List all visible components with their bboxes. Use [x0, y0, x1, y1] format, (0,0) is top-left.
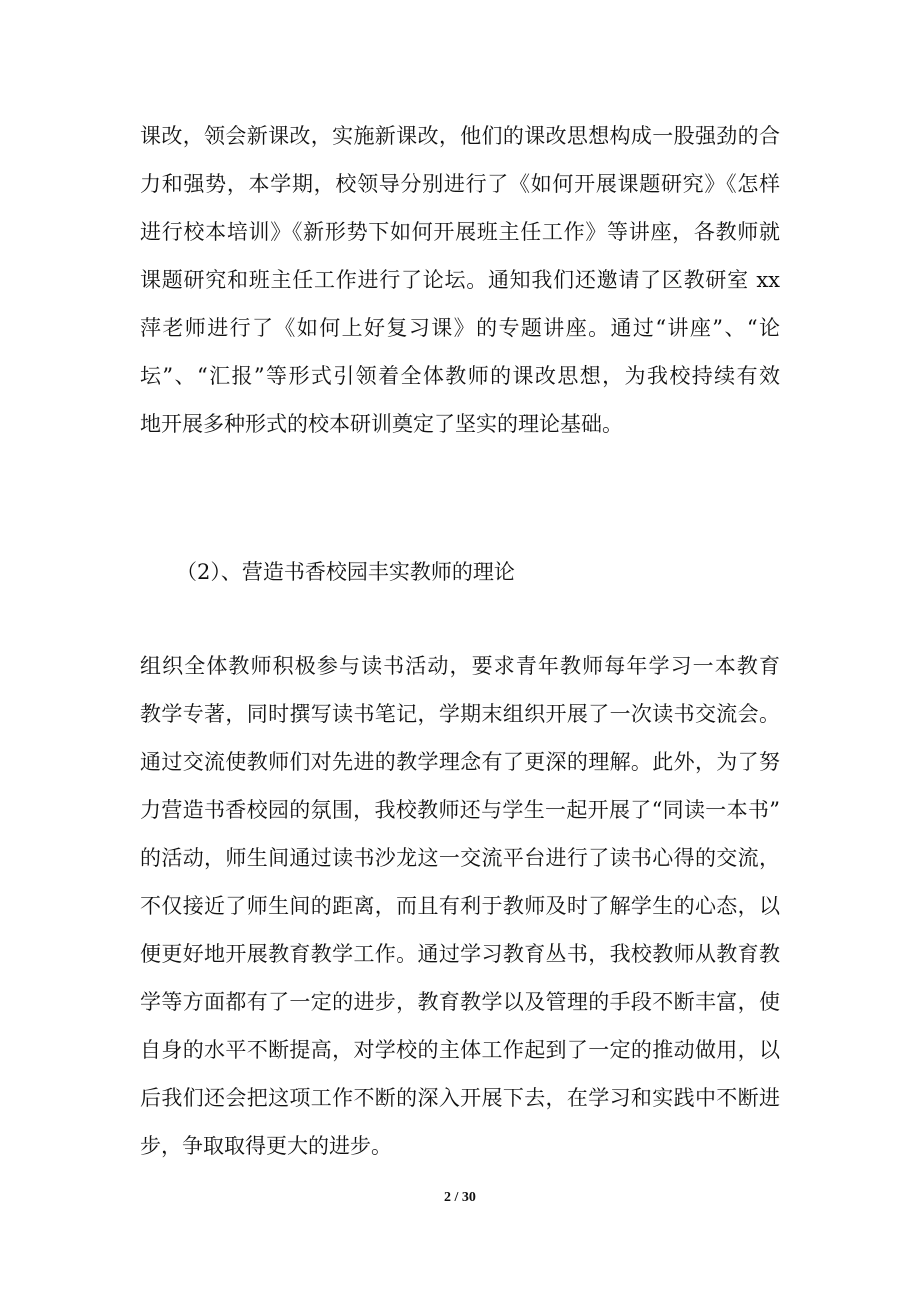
paragraph-line: 自身的水平不断提高，对学校的主体工作起到了一定的推动做用，以 [140, 1038, 780, 1062]
paragraph-line: 通过交流使教师们对先进的教学理念有了更深的理解。此外，为了努 [140, 750, 780, 774]
paragraph-line: 课题研究和班主任工作进行了论坛。通知我们还邀请了区教研室 xx [140, 268, 780, 292]
paragraph-line: 学等方面都有了一定的进步，教育教学以及管理的手段不断丰富，使 [140, 990, 780, 1014]
section-heading: （2）、营造书香校园丰实教师的理论 [176, 560, 515, 584]
paragraph-line: 组织全体教师积极参与读书活动，要求青年教师每年学习一本教育 [140, 654, 780, 678]
paragraph-line: 萍老师进行了《如何上好复习课》的专题讲座。通过“讲座”、“论 [140, 316, 780, 340]
paragraph-line: 不仅接近了师生间的距离，而且有利于教师及时了解学生的心态，以 [140, 894, 780, 918]
paragraph-line: 地开展多种形式的校本研训奠定了坚实的理论基础。 [140, 412, 623, 436]
paragraph-line: 教学专著，同时撰写读书笔记，学期末组织开展了一次读书交流会。 [140, 702, 780, 726]
paragraph-line: 的活动，师生间通过读书沙龙这一交流平台进行了读书心得的交流， [140, 846, 780, 870]
page-number: 2 / 30 [444, 1190, 476, 1205]
paragraph-line: 进行校本培训》《新形势下如何开展班主任工作》等讲座，各教师就 [140, 220, 780, 244]
paragraph-line: 便更好地开展教育教学工作。通过学习教育丛书，我校教师从教育教 [140, 942, 780, 966]
paragraph-line: 力和强势，本学期，校领导分别进行了《如何开展课题研究》《怎样 [140, 172, 780, 196]
paragraph-line: 力营造书香校园的氛围，我校教师还与学生一起开展了“同读一本书” [140, 798, 780, 822]
paragraph-line: 后我们还会把这项工作不断的深入开展下去，在学习和实践中不断进 [140, 1086, 780, 1110]
paragraph-line: 课改，领会新课改，实施新课改，他们的课改思想构成一股强劲的合 [140, 124, 780, 148]
paragraph-line: 步，争取取得更大的进步。 [140, 1134, 392, 1158]
paragraph-line: 坛”、“汇报”等形式引领着全体教师的课改思想，为我校持续有效 [140, 364, 780, 388]
